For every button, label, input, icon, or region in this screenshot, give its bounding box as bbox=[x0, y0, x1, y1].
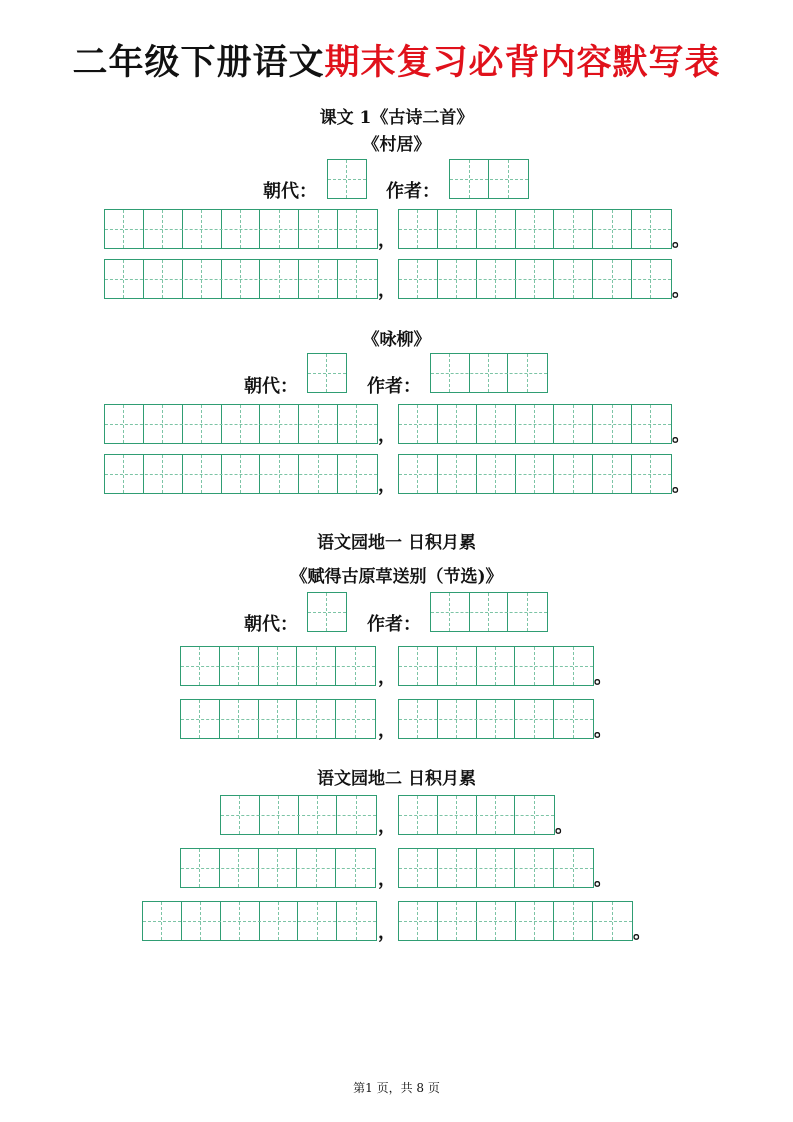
garden1-heading: 语文园地一 日积月累 bbox=[317, 533, 476, 553]
poem1-dynasty-label: 朝代： bbox=[263, 181, 317, 202]
poem2-line3-grid[interactable] bbox=[104, 454, 378, 494]
poem1-line3-comma: ， bbox=[378, 280, 396, 301]
garden2-line1-comma: ， bbox=[378, 816, 396, 837]
poem3-line2-grid[interactable] bbox=[398, 646, 594, 686]
garden2-line5-comma: ， bbox=[378, 922, 396, 943]
page-title bbox=[0, 40, 793, 86]
garden2-line4-grid[interactable] bbox=[398, 848, 594, 888]
poem2-line4-grid[interactable] bbox=[398, 454, 672, 494]
garden2-line6-grid[interactable] bbox=[398, 901, 633, 941]
poem1-line3-grid[interactable] bbox=[104, 259, 378, 299]
title-subject: 期末复习必背内容默写表 bbox=[324, 42, 721, 83]
garden2-line3-comma: ， bbox=[378, 869, 396, 890]
page-footer: 第1 页，共 8 页 bbox=[353, 1081, 440, 1095]
poem2-dynasty-box[interactable] bbox=[307, 353, 347, 393]
poem1-author-label: 作者： bbox=[386, 181, 440, 202]
garden2-heading: 语文园地二 日积月累 bbox=[317, 769, 476, 789]
poem2-line3-comma: ， bbox=[378, 475, 396, 496]
poem1-line1-grid[interactable] bbox=[104, 209, 378, 249]
poem1-title: 《村居》 bbox=[362, 135, 431, 155]
poem2-dynasty-label: 朝代： bbox=[244, 376, 298, 397]
poem2-line2-grid[interactable] bbox=[398, 404, 672, 444]
garden2-line5-grid[interactable] bbox=[142, 901, 377, 941]
poem2-line1-grid[interactable] bbox=[104, 404, 378, 444]
poem1-author-box[interactable] bbox=[449, 159, 529, 199]
title-grade: 二年级下册语文 bbox=[72, 42, 325, 83]
lesson1-heading: 课文 1《古诗二首》 bbox=[319, 108, 474, 128]
garden2-line2-grid[interactable] bbox=[398, 795, 555, 835]
poem1-line1-comma: ， bbox=[378, 230, 396, 251]
poem2-author-label: 作者： bbox=[367, 376, 421, 397]
garden2-line1-grid[interactable] bbox=[220, 795, 377, 835]
garden2-line6-period: 。 bbox=[633, 922, 651, 943]
poem3-line3-comma: ， bbox=[378, 720, 396, 741]
poem1-line4-grid[interactable] bbox=[398, 259, 672, 299]
poem1-line2-period: 。 bbox=[672, 230, 690, 251]
poem3-line2-period: 。 bbox=[594, 667, 612, 688]
poem1-dynasty-box[interactable] bbox=[327, 159, 367, 199]
poem2-author-box[interactable] bbox=[430, 353, 548, 393]
garden2-line3-grid[interactable] bbox=[180, 848, 376, 888]
poem2-title: 《咏柳》 bbox=[362, 330, 431, 350]
poem3-author-box[interactable] bbox=[430, 592, 548, 632]
poem3-author-label: 作者： bbox=[367, 614, 421, 635]
poem3-dynasty-box[interactable] bbox=[307, 592, 347, 632]
poem3-line4-period: 。 bbox=[594, 720, 612, 741]
poem3-line1-comma: ， bbox=[378, 667, 396, 688]
garden2-line2-period: 。 bbox=[555, 816, 573, 837]
poem1-line2-grid[interactable] bbox=[398, 209, 672, 249]
poem1-line4-period: 。 bbox=[672, 280, 690, 301]
poem3-title: 《赋得古原草送别（节选)》 bbox=[290, 567, 503, 587]
poem2-line2-period: 。 bbox=[672, 425, 690, 446]
poem2-line4-period: 。 bbox=[672, 475, 690, 496]
poem3-line1-grid[interactable] bbox=[180, 646, 376, 686]
poem3-line4-grid[interactable] bbox=[398, 699, 594, 739]
garden2-line4-period: 。 bbox=[594, 869, 612, 890]
poem2-line1-comma: ， bbox=[378, 425, 396, 446]
poem3-line3-grid[interactable] bbox=[180, 699, 376, 739]
poem3-dynasty-label: 朝代： bbox=[244, 614, 298, 635]
